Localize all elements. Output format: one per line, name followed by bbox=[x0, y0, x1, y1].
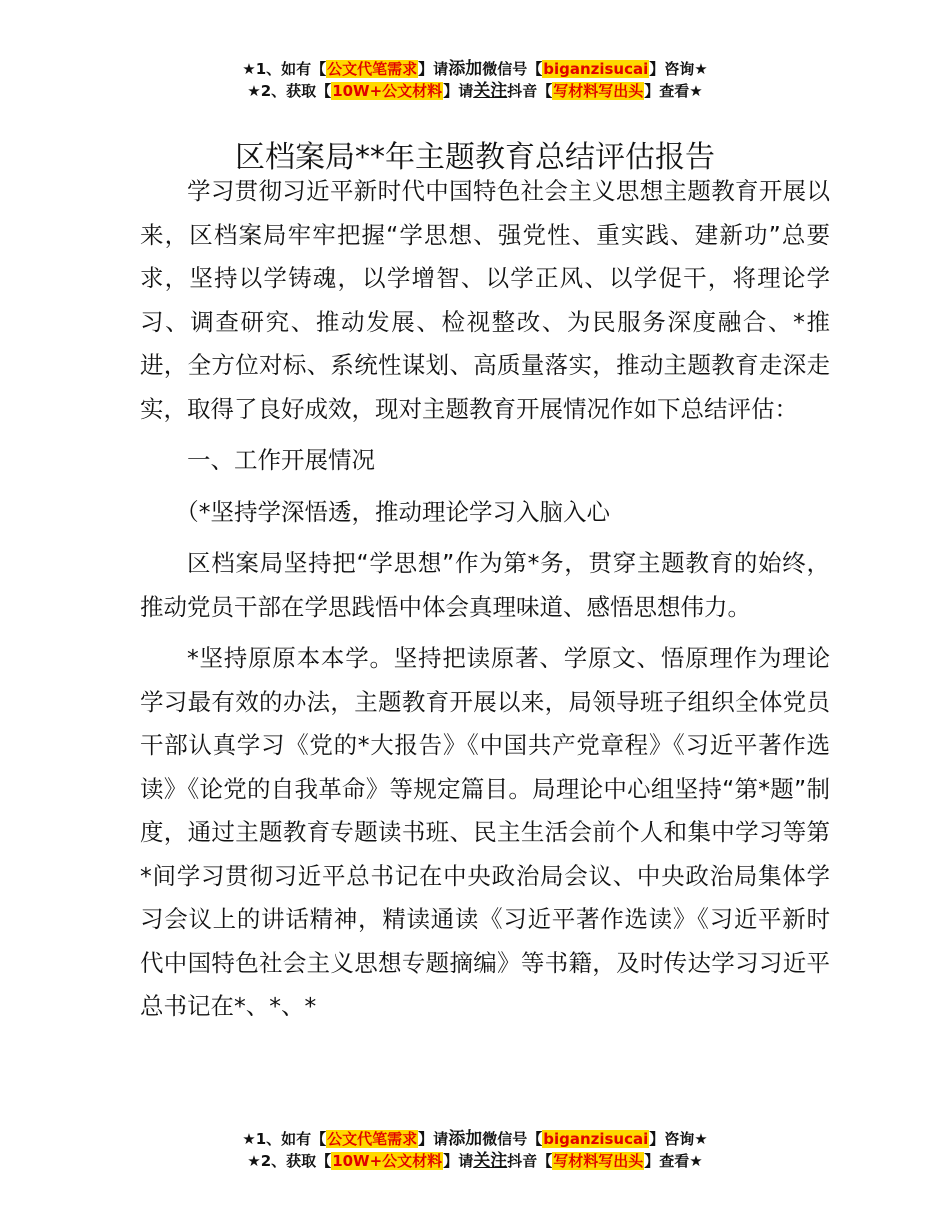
banner-text: 微信号【 bbox=[482, 1130, 543, 1148]
bottom-banner bbox=[0, 1128, 950, 1172]
highlight-service: 公文代笔需求 bbox=[327, 1130, 418, 1148]
banner-text: 】咨询★ bbox=[649, 1130, 708, 1148]
banner-emphasis: 关注 bbox=[473, 1151, 508, 1171]
body-paragraph: 区档案局坚持把“学思想”作为第*务，贯穿主题教育的始终，推动党员干部在学思践悟中体会真理味道、感悟思想伟力。 bbox=[140, 549, 830, 621]
intro-paragraph: 学习贯彻习近平新时代中国特色社会主义思想主题教育开展以来，区档案局牢牢把握“学思想、强党性、重实践、建新功”总要求，坚持以学铸魂，以学增智、以学正风、以学促干，将理论学习、调查研究、推动发展、检视整改、为民服务深度融合、*推进，全方位对标、系统性谋划、高质量落实，推动主题教育走深走实，取得了良好成效，现对主题教育开展情况作如下总结评估： bbox=[140, 177, 830, 423]
highlight-service: 公文代笔需求 bbox=[327, 60, 418, 78]
banner-text: 】请 bbox=[418, 60, 449, 78]
banner-emphasis: 关注 bbox=[473, 81, 508, 101]
banner-text: 抖音【 bbox=[507, 1152, 553, 1170]
highlight-douyin: 写材料写出头 bbox=[553, 1152, 644, 1170]
banner-text: ★2、获取【 bbox=[247, 1152, 332, 1170]
banner-text: ★1、如有【 bbox=[242, 1130, 327, 1148]
banner-text: 】请 bbox=[443, 1152, 474, 1170]
banner-text: 】请 bbox=[418, 1130, 449, 1148]
banner-text: 抖音【 bbox=[507, 82, 553, 100]
highlight-materials: 10W+公文材料 bbox=[332, 1152, 443, 1170]
banner-emphasis: 添加 bbox=[448, 59, 483, 79]
banner-text: 】查看★ bbox=[644, 82, 703, 100]
banner-emphasis: 添加 bbox=[448, 1129, 483, 1149]
banner-line-1 bbox=[0, 1128, 950, 1150]
banner-line-2 bbox=[0, 1150, 950, 1172]
document-body bbox=[140, 170, 830, 1029]
banner-text: 微信号【 bbox=[482, 60, 543, 78]
banner-text: 】查看★ bbox=[644, 1152, 703, 1170]
banner-text: 】请 bbox=[443, 82, 474, 100]
banner-line-2 bbox=[0, 80, 950, 102]
document-title: 区档案局**年主题教育总结评估报告 bbox=[235, 140, 715, 176]
banner-text: 】咨询★ bbox=[649, 60, 708, 78]
body-paragraph: *坚持原原本本学。坚持把读原著、学原文、悟原理作为理论学习最有效的办法，主题教育开展以来，局领导班子组织全体党员干部认真学习《党的*大报告》《中国共产党章程》《习近平著作选读》《论党的自我革命》等规定篇目。局理论中心组坚持“第*题”制度，通过主题教育专题读书班、民主生活会前个人和集中学习等第*间学习贯彻习近平总书记在中央政治局会议、中央政治局集体学习会议上的讲话精神，精读通读《习近平著作选读》《习近平新时代中国特色社会主义思想专题摘编》等书籍，及时传达学习习近平总书记在*、*、* bbox=[140, 644, 830, 1020]
banner-text: ★2、获取【 bbox=[247, 82, 332, 100]
top-banner bbox=[0, 58, 950, 102]
highlight-wechat-id: biganzisucai bbox=[543, 1130, 649, 1148]
banner-text: ★1、如有【 bbox=[242, 60, 327, 78]
section-heading: 一、工作开展情况 bbox=[187, 446, 375, 474]
subsection-heading: （*坚持学深悟透，推动理论学习入脑入心 bbox=[175, 497, 610, 526]
highlight-douyin: 写材料写出头 bbox=[553, 82, 644, 100]
banner-line-1 bbox=[0, 58, 950, 80]
highlight-wechat-id: biganzisucai bbox=[543, 60, 649, 78]
highlight-materials: 10W+公文材料 bbox=[332, 82, 443, 100]
